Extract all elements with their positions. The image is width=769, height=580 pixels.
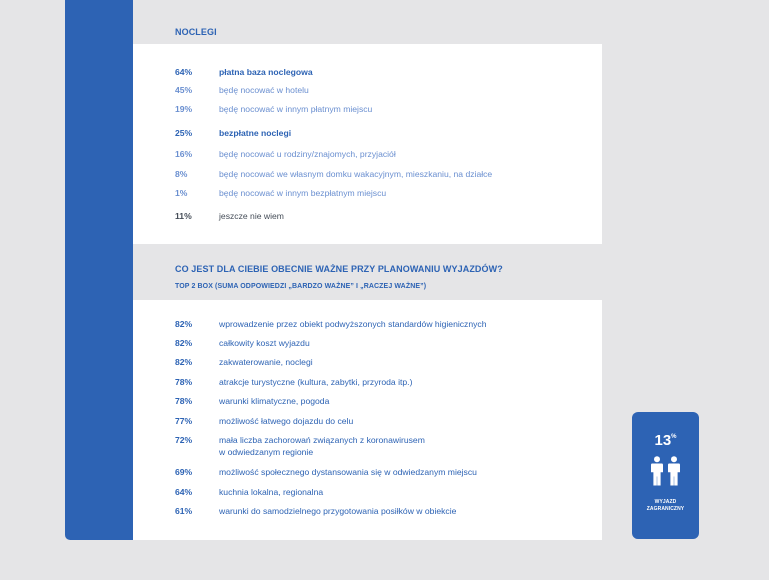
list-item-label: możliwość łatwego dojazdu do celu xyxy=(219,416,354,426)
list-item-percent: 19% xyxy=(175,104,193,114)
list-item-percent: 78% xyxy=(175,396,193,406)
list-item-label: całkowity koszt wyjazdu xyxy=(219,338,310,348)
two-people-icon xyxy=(648,456,683,486)
list-item-percent: 11% xyxy=(175,211,192,221)
list-item-label: warunki do samodzielnego przygotowania posiłków w obiekcie xyxy=(219,506,457,516)
accommodation-title: NOCLEGI xyxy=(175,27,217,37)
list-item-percent: 77% xyxy=(175,416,193,426)
list-item-percent: 1% xyxy=(175,188,188,198)
list-item-label: kuchnia lokalna, regionalna xyxy=(219,487,324,497)
badge-number: 13 xyxy=(654,432,672,449)
list-item-label-line2: w odwiedzanym regionie xyxy=(219,447,314,457)
list-item-percent: 8% xyxy=(175,169,188,179)
priorities-panel xyxy=(133,300,602,540)
abroad-trip-badge xyxy=(632,412,699,539)
list-item-label: bezpłatne noclegi xyxy=(219,128,292,138)
list-item-label: będę nocować w hotelu xyxy=(219,85,309,95)
list-item-percent: 25% xyxy=(175,128,193,138)
list-item-label: będę nocować w innym bezpłatnym miejscu xyxy=(219,188,387,198)
list-item-percent: 78% xyxy=(175,377,193,387)
badge-label-line2: ZAGRANICZNY xyxy=(646,506,685,512)
list-item-percent: 64% xyxy=(175,67,193,77)
left-accent-bar xyxy=(65,0,133,540)
list-item-percent: 64% xyxy=(175,487,193,497)
badge-label xyxy=(632,499,699,513)
list-item-label: płatna baza noclegowa xyxy=(219,67,313,77)
list-item-label: będę nocować w innym płatnym miejscu xyxy=(219,104,373,114)
list-item-percent: 61% xyxy=(175,506,193,516)
priorities-title: CO JEST DLA CIEBIE OBECNIE WAŻNE PRZY PLANOWANIU WYJAZDÓW? xyxy=(175,264,503,274)
priorities-subtitle: TOP 2 BOX (SUMA ODPOWIEDZI „BARDZO WAŻNE” I „RACZEJ WAŻNE”) xyxy=(175,283,427,290)
list-item-percent: 69% xyxy=(175,467,193,477)
list-item-label: jeszcze nie wiem xyxy=(219,211,284,221)
list-item-percent: 82% xyxy=(175,357,193,367)
badge-value xyxy=(632,432,699,449)
list-item-label: warunki klimatyczne, pogoda xyxy=(219,396,330,406)
list-item-label: atrakcje turystyczne (kultura, zabytki, przyroda itp.) xyxy=(219,377,413,387)
list-item-label: będę nocować we własnym domku wakacyjnym, mieszkaniu, na działce xyxy=(219,169,493,179)
list-item-percent: 45% xyxy=(175,85,193,95)
list-item-percent: 82% xyxy=(175,338,193,348)
badge-unit: % xyxy=(671,434,677,440)
list-item-percent: 72% xyxy=(175,435,193,445)
list-item-label: wprowadzenie przez obiekt podwyższonych standardów higienicznych xyxy=(219,319,487,329)
list-item-label: możliwość społecznego dystansowania się w odwiedzanym miejscu xyxy=(219,467,477,477)
badge-label-line1: WYJAZD xyxy=(654,499,677,505)
list-item-percent: 82% xyxy=(175,319,193,329)
accommodation-panel xyxy=(133,44,602,244)
list-item-label: będę nocować u rodziny/znajomych, przyjaciół xyxy=(219,149,396,159)
list-item-label: mała liczba zachorowań związanych z koronawirusem xyxy=(219,435,425,445)
list-item-label: zakwaterowanie, noclegi xyxy=(219,357,313,367)
list-item-percent: 16% xyxy=(175,149,193,159)
